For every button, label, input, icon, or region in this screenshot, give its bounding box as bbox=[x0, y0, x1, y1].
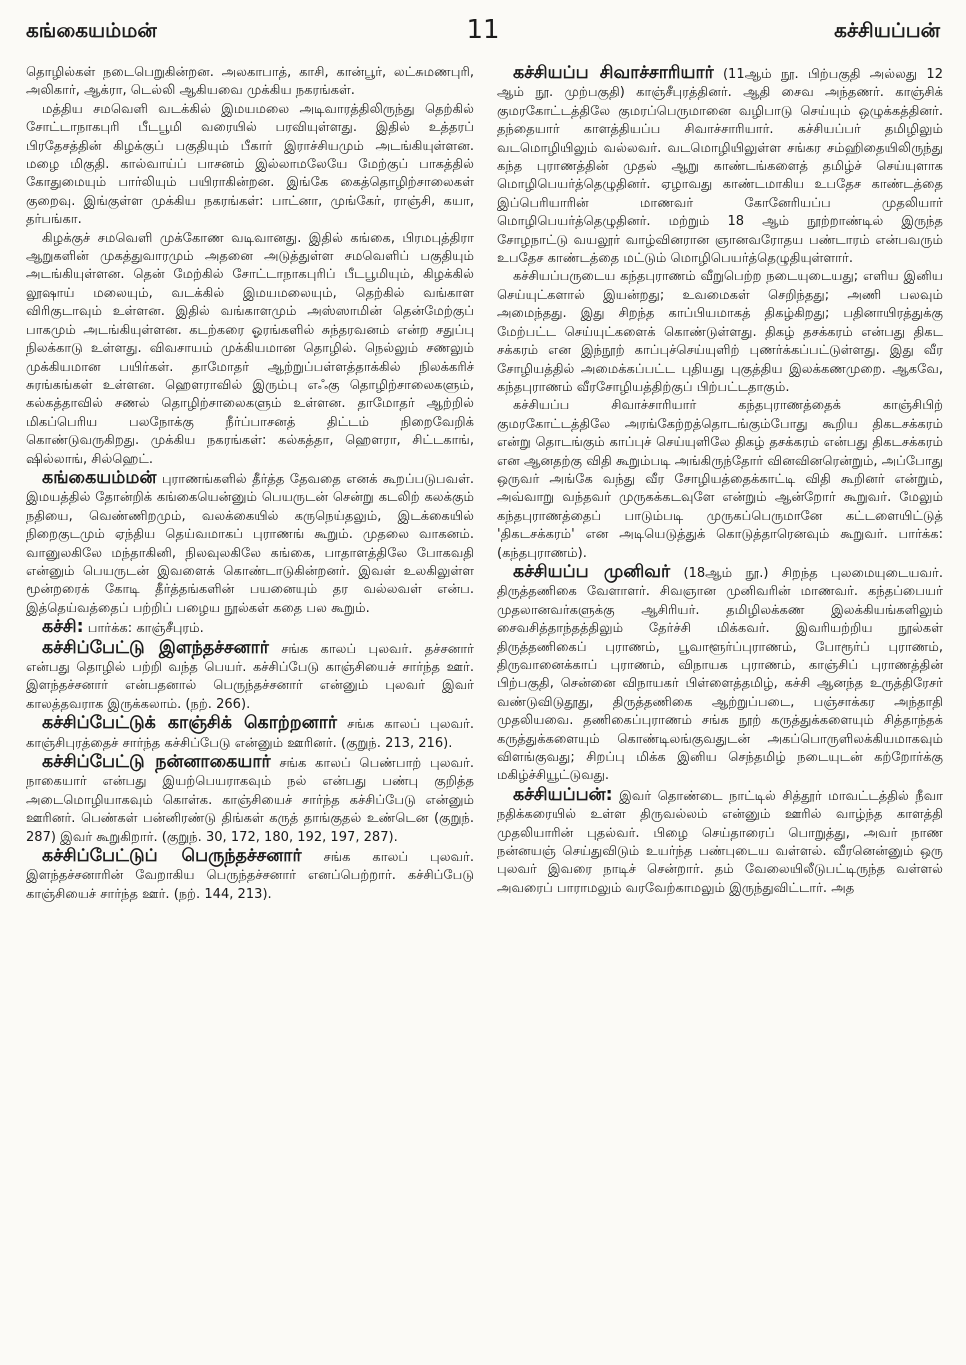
headword: கச்சி: bbox=[42, 617, 84, 638]
headword: கச்சிப்பேட்டுப் பெருந்தச்சனார் bbox=[42, 846, 302, 867]
paragraph: கிழக்குச் சமவெளி முக்கோண வடிவானது. இதில் கங்கை, பிரமபுத்திரா ஆறுகளின் முகத்துவாரமும் அதனை அடுத்துள்ள சமவெளிப் பகுதியும் அடங்கியுள்ளன. தென் மேற்கில் சோட்டாநாகபுரிப் பீடபூமியும், கிழக்கில் லூஷாய் மலையும், வடக்கில் இமயமலையும், தெற்கில் வங்காள விரிகுடாவும் உள்ளன. இதில் வங்காளமும் அஸ்ஸாமின் தென்மேற்குப் பாகமும் அடங்கியுள்ளன. கடற்கரை ஓரங்களில் சுந்தரவனம் என்ற சதுப்பு நிலக்காடு உள்ளது. விவசாயம் முக்கியமான தொழில். நெல்லும் சணலும் முக்கியமான பயிர்கள். தாமோதர் ஆற்றுப்பள்ளத்தாக்கில் நிலக்கரிச் சுரங்கங்கள் உள்ளன. ஹௌராவில் இரும்பு எஃகு தொழிற்சாலைகளும், கல்கத்தாவில் சணல் தொழிற்சாலைகளும் உள்ளன. தாமோதர் ஆற்றில் மிகப்பெரிய பலநோக்கு நீர்ப்பாசனத் திட்டம் நிறைவேறிக் கொண்டுவருகிறது. முக்கிய நகரங்கள்: கல்கத்தா, ஹௌரா, சிட்டகாங், ஷில்லாங், சில்ஹெட். bbox=[26, 230, 474, 467]
entry bbox=[26, 753, 474, 847]
left-column bbox=[26, 64, 474, 904]
entry-text: சங்க காலப் பெண்பாற் புலவர். நாகையார் என்பது இயற்பெயராகவும் நல் என்பது பண்பு குறித்த அடைமொழியாகவும் கொள்க. காஞ்சியைச் சார்ந்த கச்சிப்பேடு என்னும் ஊரினர். பெண்கள் பன்னிரண்டு திங்கள் கருத் தாங்குதல் உண்டென (குறுந். 287) இவர் கூறுகிறார். (குறுந். 30, 172, 180, 192, 197, 287). bbox=[26, 756, 474, 845]
entry-text: சங்க காலப் புலவர். காஞ்சிபுரத்தைச் சார்ந்த கச்சிப்பேடு என்னும் ஊரினர். (குறுந். 213, 216). bbox=[26, 717, 474, 751]
entry bbox=[497, 786, 943, 898]
entry-text: சங்க காலப் புலவர். இளந்தச்சனாரின் வேறாகிய பெருந்தச்சனார் எனப்பெற்றார். கச்சிப்பேடு காஞ்சியைச் சார்ந்த ஊர். (நற். 144, 213). bbox=[26, 850, 474, 902]
headword: கச்சிப்பேட்டு நன்னாகையார் bbox=[42, 752, 271, 773]
headword: கங்கையம்மன் bbox=[42, 467, 157, 488]
entry bbox=[497, 64, 943, 268]
headword: கச்சியப்பன்: bbox=[513, 784, 613, 805]
page-number: 11 bbox=[466, 15, 500, 45]
header-left-guide-word: கங்கையம்மன் bbox=[26, 18, 157, 42]
entry-text: (18ஆம் நூ.) சிறந்த புலமையுடையவர். திருத்தணிகை வேளாளர். சிவஞான முனிவரின் மாணவர். கந்தப்பையர் முதலானவர்களுக்கு ஆசிரியர். தமிழிலக்கண இலக்கியங்களிலும் சைவசித்தாந்தத்திலும் தேர்ச்சி மிக்கவர். இவரியற்றிய நூல்கள் திருத்தணிகைப் புராணம், பூவாளூர்ப்புராணம், போரூர்ப் புராணம், திருவானைக்காப் புராணம், விநாயக புராணம், காஞ்சிப் புராணத்தின் பிற்பகுதி, சென்னை விநாயகர் பிள்ளைத்தமிழ், கச்சி ஆனந்த உருத்திரேசர் வண்டுவிடுதூது, திருத்தணிகை ஆற்றுப்படை, பஞ்சாக்கர அந்தாதி முதலியவை. தணிகைப்புராணம் சங்க நூற் கருத்துக்களையும் சித்தாந்தக் கருத்துக்களையும் கொண்டிலங்குவதுடன் அகப்பொருளிலக்கியமாகவும் விளங்குவது; சிறப்பு மிக்க இனிய செந்தமிழ் நடையுடன் கற்றோர்க்கு மகிழ்ச்சியூட்டுவது. bbox=[497, 565, 943, 784]
header-right-guide-word: கச்சியப்பன் bbox=[834, 18, 940, 42]
entry-text: புராணங்களில் தீர்த்த தேவதை எனக் கூறப்படுபவள். இமயத்தில் தோன்றிக் கங்கையென்னும் பெயருடன் சென்று கடலிற் கலக்கும் நதியை, வெண்ணிறமும், வலக்கையில் கருநெய்தலும், இடக்கையில் நிறைகுடமும் ஏந்திய தெய்வமாகப் புராணங் கூறும். முதலை வாகனம். வானுலகிலே மந்தாகினி, நிலவுலகிலே கங்கை, பாதாளத்திலே போகவதி என்னும் பெயருடன் இவளைக் கொண்டாடுகின்றனர். இவள் உலகிலுள்ள மூன்றரைக் கோடி தீர்த்தங்களின் பயனையும் தர வல்லவள் என்ப. இத்தெய்வத்தைப் பற்றிப் பழைய நூல்கள் கதை பல கூறும். bbox=[26, 471, 474, 616]
right-column bbox=[497, 64, 943, 898]
entry bbox=[26, 618, 474, 638]
entry bbox=[497, 563, 943, 786]
entry-text: இவர் தொண்டை நாட்டில் சித்தூர் மாவட்டத்தில் நீவா நதிக்கரையில் உள்ள திருவல்லம் என்னும் ஊரில் வாழ்ந்த காளத்தி முதலியாரின் புதல்வர். பிழை செய்தாரைப் பொறுத்து, அவர் நாண நன்னயஞ் செய்துவிடும் உயர்ந்த பண்புடைய வள்ளல். வீரனென்னும் ஒரு புலவர் இவரை நாடிச் சென்றார். தம் வேலையிலீடுபட்டிருந்த வள்ளல் அவரைப் பாராமலும் வரவேற்காமலும் இருந்துவிட்டார். அத bbox=[497, 788, 943, 896]
headword: கச்சிப்பேட்டுக் காஞ்சிக் கொற்றனார் bbox=[42, 713, 337, 734]
page-header bbox=[26, 15, 940, 50]
headword: கச்சிப்பேட்டு இளந்தச்சனார் bbox=[42, 637, 269, 658]
entry-text: சங்க காலப் புலவர். தச்சனார் என்பது தொழில் பற்றி வந்த பெயர். கச்சிப்பேடு காஞ்சியைச் சார்ந்த ஊர். இளந்தச்சனார் என்பதனால் பெருந்தச்சனார் என்னும் புலவர் இவர் காலத்தவராக இருக்கலாம். (நற். 266). bbox=[26, 641, 474, 712]
headword: கச்சியப்ப சிவாச்சாரியார் bbox=[513, 63, 714, 83]
entry-text: பார்க்க: காஞ்சீபுரம். bbox=[83, 621, 204, 637]
paragraph: தொழில்கள் நடைபெறுகின்றன. அலகாபாத், காசி, கான்பூர், லட்சுமணபுரி, அலிகார், ஆக்ரா, டெல்லி ஆகியவை முக்கிய நகரங்கள். bbox=[26, 65, 474, 99]
entry bbox=[26, 469, 474, 618]
entry bbox=[26, 714, 474, 753]
paragraph: மத்திய சமவெளி வடக்கில் இமயமலை அடிவாரத்திலிருந்து தெற்கில் சோட்டாநாகபுரி பீடபூமி வரையில் பரவியுள்ளது. இதில் உத்தரப் பிரதேசத்தின் கிழக்குப் பகுதியும் பீகார் இராச்சியமும் அடங்கியுள்ளன. மழை மிகுதி. கால்வாய்ப் பாசனம் இல்லாமலேயே மேற்குப் பாகத்தில் கோதுமையும் பார்லியும் பயிராகின்றன. இங்கே கைத்தொழிற்சாலைகள் குறைவு. இங்குள்ள முக்கிய நகரங்கள்: பாட்னா, முங்கேர், ராஞ்சி, கயா, தர்பங்கா. bbox=[26, 101, 474, 228]
paragraph: கச்சியப்ப சிவாச்சாரியார் கந்தபுராணத்தைக் காஞ்சிபிற் குமரகோட்டத்திலே அரங்கேற்றத்தொடங்கும்போது கூறிய திகடசக்கரம் என்று தொடங்கும் காப்புச் செய்யுளிலே திகழ் தசக்கரம் என்பது திகடசக்கரம் என ஆனதற்கு விதி கூறும்படி அங்கிருந்தோர் வினவினரென்றும், அப்போது ஒருவர் அங்கே வந்து வீர சோழியத்தைக்காட்டி விதி கூறினர் என்றும், அவ்வாறு வந்தவர் முருகக்கடவுளே என்றும் ஆன்றோர் கூறுவர். மேலும் கந்தபுராணத்தைப் பாடும்படி முருகப்பெருமானே கட்டளையிட்டுத் 'திகடசக்கரம்' என அடியெடுத்துக் கொடுத்தாரெனவும் கூறுவர். பார்க்க: (கந்தபுராணம்). bbox=[497, 398, 943, 561]
entry-text: (11ஆம் நூ. பிற்பகுதி அல்லது 12 ஆம் நூ. முற்பகுதி) காஞ்சீபுரத்தினர். ஆதி சைவ அந்தணர். காஞ்சிக் குமரகோட்டத்திலே குமரப்பெருமானை வழிபாடு செய்யும் ஒழுக்கத்தினர். தந்தையார் காளத்தியப்ப சிவாச்சாரியார். கச்சியப்பர் தமிழிலும் வடமொழியிலும் வல்லவர். வடமொழியிலுள்ள சங்கர சம்ஹிதையிலிருந்து கந்த புராணத்தின் முதல் ஆறு காண்டங்களைத் தமிழ்ச் செய்யுளாக மொழிபெயர்த்தெழுதினர். ஏழாவது காண்டமாகிய உபதேச காண்டத்தை இப்பெரியாரின் மாணவர் கோனேரியப்ப முதலியார் மொழிபெயர்த்தெழுதினர். மற்றும் 18 ஆம் நூற்றாண்டில் இருந்த சோழநாட்டு வயலூர் வாழ்வினரான ஞானவரோதய பண்டாரம் என்பவரும் உபதேச காண்டத்தை மட்டும் மொழிபெயர்த்தெழுதியுள்ளார். bbox=[497, 67, 943, 267]
entry bbox=[26, 639, 474, 715]
paragraph: கச்சியப்பருடைய கந்தபுராணம் வீறுபெற்ற நடையுடையது; எளிய இனிய செய்யுட்களால் இயன்றது; உவமைகள் செறிந்தது; அணி பலவும் அமைந்தது. இது சிறந்த காப்பியமாகத் திகழ்கிறது; பதினாயிரத்துக்கு மேற்பட்ட செய்யுட்களைக் கொண்டுள்ளது. திகழ் தசக்கரம் என்பது திகட சக்கரம் என இந்நூற் காப்புச்செய்யுளிற் புணர்க்கப்பட்டுள்ளது. இது வீர சோழியத்தில் அமைக்கப்பட்ட புதியது புகுத்திய இலக்கணமுறை. ஆகவே, கந்தபுராணம் வீரசோழியத்திற்குப் பிற்பட்டதாகும். bbox=[497, 269, 943, 395]
entry bbox=[26, 847, 474, 904]
headword: கச்சியப்ப முனிவர் bbox=[513, 561, 671, 582]
